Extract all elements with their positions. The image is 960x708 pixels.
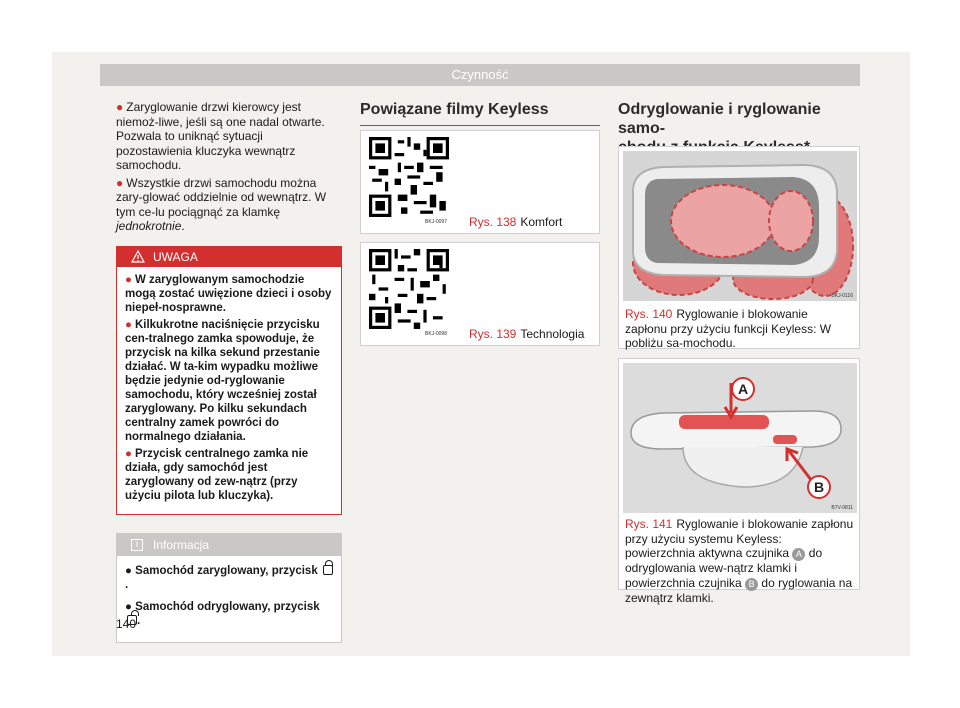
warning-item: ● Kilkukrotne naciśnięcie przycisku cen-tralnego zamka spowoduje, że przycisk na kilka sekund przestanie działać. W ta-kim wypadku możliwe będzie jedynie od-ryglowanie samochodu, który wcześniej został zaryglowany. Po kilku sekundach centralny zamek powróci do normalnego działania. <box>125 318 320 443</box>
warning-item: ● Przycisk centralnego zamka nie działa, gdy samochód jest zaryglowany od zew-nątrz (przy użyciu pilota lub kluczyka). <box>125 447 309 502</box>
warning-header: UWAGA <box>117 247 341 267</box>
warning-box <box>116 246 342 515</box>
lock-closed-icon <box>323 565 333 575</box>
figure-140 <box>618 146 860 349</box>
bullet-icon: ● <box>125 447 132 460</box>
left-column <box>116 100 342 643</box>
info-box <box>116 533 342 643</box>
warning-item: ● W zaryglowanym samochodzie mogą zostać uwięzione dzieci i osoby niepeł-nosprawne. <box>125 273 332 314</box>
car-top-view-illustration <box>623 151 857 301</box>
figure-caption: Rys. 138 Komfort <box>469 215 563 229</box>
section-title-keyless: Odryglowanie i ryglowanie samo- <box>618 100 860 164</box>
figure-caption: Rys. 139 Technologia <box>469 327 585 341</box>
svg-text:A: A <box>737 381 749 397</box>
qr-code-icon <box>369 249 449 329</box>
label-b-badge: B <box>745 578 758 591</box>
qr-code-139: BKJ-0098 <box>365 247 449 337</box>
info-header: i Informacja <box>117 534 341 556</box>
info-body <box>117 556 341 642</box>
door-handle-image: A B B7V-0811 <box>623 363 857 513</box>
section-title-videos: Powiązane filmy Keyless <box>360 100 600 126</box>
bullet-icon: ● <box>116 100 124 114</box>
figure-caption: Rys. 141 Ryglowanie i blokowanie zapłonu przy użyciu systemu Keyless: powierzchnia aktywna czujnika A do odryglowania wew-nątrz klamki i powierzchnia czujnika B do ryglowania na zewnątrz klamki. <box>625 517 854 605</box>
qr-code-icon <box>369 137 449 217</box>
figure-caption: Rys. 140 Ryglowanie i blokowanie zapłonu przy użyciu funkcji Keyless: W pobliżu sa-mochodu. <box>625 307 832 350</box>
paragraph-1: ● Zaryglowanie drzwi kierowcy jest niemoż-liwe, jeśli są one nadal otwarte. Pozwala to uniknąć sytuacji pozostawienia kluczyka wewnątrz samochodu. <box>116 100 325 172</box>
car-top-view-image: BKJ-0116 <box>623 151 857 301</box>
bullet-icon: ● <box>125 318 132 331</box>
label-a-badge: A <box>792 548 805 561</box>
page-number: 140 <box>116 617 137 631</box>
paragraph-2: ● Wszystkie drzwi samochodu można zary-glować oddzielnie od wewnątrz. W tym ce-lu pociągnąć za klamkę jednokrotnie. <box>116 175 327 233</box>
warning-triangle-icon <box>131 250 145 263</box>
chapter-header: Czynność <box>100 64 860 86</box>
bullet-icon: ● <box>116 175 124 190</box>
qr-code-138: BKJ-0097 <box>365 135 449 225</box>
info-item: ● Samochód odryglowany, przycisk . <box>125 600 320 627</box>
figure-138 <box>360 130 600 234</box>
warning-body <box>117 267 341 514</box>
bullet-icon: ● <box>125 273 132 286</box>
figure-139 <box>360 242 600 346</box>
svg-text:B: B <box>813 479 825 495</box>
info-icon: i <box>131 539 143 551</box>
figure-141 <box>618 358 860 605</box>
info-item: ● Samochód zaryglowany, przycisk . <box>125 564 333 592</box>
middle-column <box>360 100 600 126</box>
door-handle-illustration <box>623 363 857 513</box>
